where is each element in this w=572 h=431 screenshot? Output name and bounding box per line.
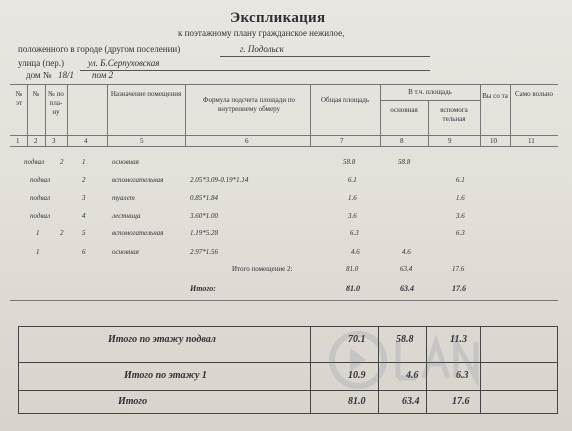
col-number: 6 [245, 137, 249, 145]
cian-logo-icon [320, 320, 520, 400]
summary-label: Итого [118, 396, 148, 407]
street-label: улица (пер.) [18, 58, 65, 68]
cell-floor: 1 [36, 248, 40, 256]
col-number: 10 [490, 137, 497, 145]
street-underline [80, 70, 430, 71]
cell-purpose: лестница [112, 212, 141, 220]
cell-formula: 2.05*3.09-0.19*1.14 [190, 176, 249, 184]
col-header-plan-number: № по пла- ну [48, 90, 64, 116]
cell-total: 6.1 [348, 176, 357, 184]
col-divider-9 [480, 84, 481, 146]
cell-formula: 1.19*5.28 [190, 229, 218, 237]
doc-subtitle: к поэтажному плану гражданское нежилое, [178, 28, 345, 38]
summary-total: 10.9 [348, 370, 366, 381]
summary-label: Итого по этажу подвал [108, 334, 216, 345]
col-divider-10 [510, 84, 511, 146]
subheader-border [380, 100, 480, 101]
subtotal-aux: 17.6 [452, 265, 465, 273]
cell-aux: 3.6 [456, 212, 465, 220]
location-value: г. Подольск [240, 44, 284, 54]
summary-aux: 6.3 [456, 370, 469, 381]
col-number: 8 [400, 137, 404, 145]
summary-main: 4.6 [406, 370, 419, 381]
col-number: 4 [84, 137, 88, 145]
summary-left-border [18, 326, 19, 413]
cell-formula: 3.60*1.00 [190, 212, 218, 220]
col-number: 5 [140, 137, 144, 145]
summary-total: 70.1 [348, 334, 366, 345]
summary-main: 58.8 [396, 334, 414, 345]
cell-num: 5 [82, 229, 86, 237]
cell-room: 2 [60, 229, 64, 237]
col-header-total: Общая площадь [320, 96, 370, 104]
total-aux: 17.6 [452, 284, 466, 293]
summary-bottom-border [18, 413, 558, 414]
subtotal-label: Итого помещение 2: [232, 265, 293, 273]
col-divider-6 [310, 84, 311, 146]
cell-aux: 1.6 [456, 194, 465, 202]
summary-aux: 11.3 [450, 334, 467, 345]
total-total: 81.0 [346, 284, 360, 293]
col-number: 2 [34, 137, 38, 145]
cell-num: 6 [82, 248, 86, 256]
col-header-height: Вы со та [482, 92, 508, 100]
col-number: 11 [528, 137, 535, 145]
cell-room: 2 [60, 158, 64, 166]
summary-aux: 17.6 [452, 396, 470, 407]
cell-total: 58.8 [343, 158, 356, 166]
col-number: 3 [52, 137, 56, 145]
col-header-purpose: Назначение помещения [110, 90, 182, 98]
location-label: положенного в городе (другом поселении) [18, 44, 181, 54]
col-header-formula: Формула подсчета площади по внутреннему обмеру [202, 96, 296, 113]
cell-aux: 6.1 [456, 176, 465, 184]
cell-purpose: вспомогательная [112, 176, 164, 184]
subtotal-total: 81.0 [346, 265, 359, 273]
col-header-room: № [32, 90, 40, 98]
cell-num: 1 [82, 158, 86, 166]
cell-formula: 2.97*1.56 [190, 248, 218, 256]
total-label: Итого: [190, 284, 216, 293]
house-label: дом № [26, 70, 52, 80]
cell-floor: 1 [36, 229, 40, 237]
summary-divider-1 [310, 326, 311, 413]
street-value: ул. Б.Серпуховская [88, 58, 160, 68]
col-number: 1 [16, 137, 20, 145]
cell-purpose: основная [112, 158, 139, 166]
cell-total: 3.6 [348, 212, 357, 220]
summary-main: 63.4 [402, 396, 420, 407]
cell-floor: подвал [30, 176, 50, 184]
room-value: пом 2 [92, 70, 114, 80]
cell-num: 3 [82, 194, 86, 202]
col-divider-7 [380, 84, 381, 146]
col-header-aux: вспомога тельная [440, 106, 468, 123]
col-number: 9 [448, 137, 452, 145]
cell-floor: подвал [30, 212, 50, 220]
cell-num: 2 [82, 176, 86, 184]
table-top-border [10, 84, 558, 85]
summary-label: Итого по этажу 1 [124, 370, 207, 381]
table-bottom-border [10, 300, 558, 301]
col-number: 7 [340, 137, 344, 145]
house-value: 18/1 [58, 70, 75, 80]
cell-total: 1.6 [348, 194, 357, 202]
cell-purpose: вспомогательная [112, 229, 164, 237]
cell-total: 4.6 [351, 248, 360, 256]
cell-num: 4 [82, 212, 86, 220]
col-header-main: основная [390, 106, 418, 114]
total-main: 63.4 [400, 284, 414, 293]
col-header-floor: № эт [15, 90, 23, 107]
summary-right-border [557, 326, 558, 413]
col-divider-3 [67, 84, 68, 146]
cell-total: 6.3 [350, 229, 359, 237]
colnum-bottom-border [10, 146, 558, 147]
cell-main: 58.8 [398, 158, 411, 166]
col-header-incl: В т.ч. площадь [408, 88, 452, 96]
col-divider-8 [428, 100, 429, 146]
location-underline [220, 56, 430, 57]
cell-aux: 6.3 [456, 229, 465, 237]
subtotal-main: 63.4 [400, 265, 413, 273]
doc-title: Экспликация [230, 10, 326, 26]
cell-formula: 0.85*1.84 [190, 194, 218, 202]
col-divider-5 [185, 84, 186, 146]
summary-total: 81.0 [348, 396, 366, 407]
header-bottom-border [10, 135, 558, 136]
cell-purpose: основная [112, 248, 139, 256]
cell-floor: подвал [24, 158, 44, 166]
cell-main: 4.6 [402, 248, 411, 256]
col-header-unauthorized: Само вольно [514, 90, 554, 98]
cell-floor: подвал [30, 194, 50, 202]
cell-purpose: туалет [112, 194, 135, 202]
